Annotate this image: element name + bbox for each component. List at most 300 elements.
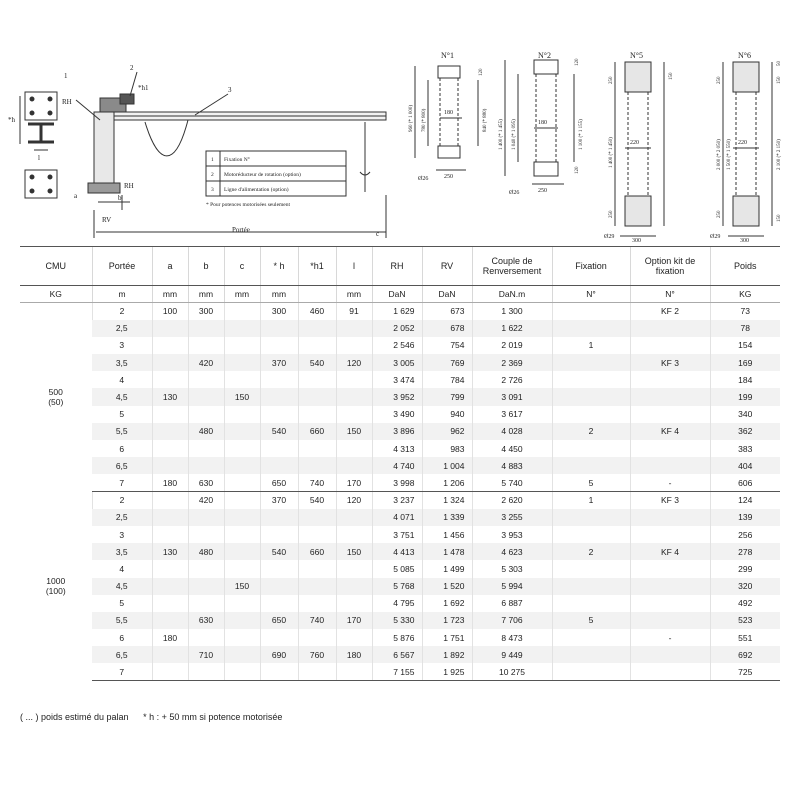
column-header: RV [422,247,472,286]
cell-b: 480 [188,543,224,560]
column-header: *h1 [298,247,336,286]
cell-poids: 199 [710,388,780,405]
cell-couple: 7 706 [472,612,552,629]
cell-kit [630,663,710,680]
cell-b [188,371,224,388]
cell-c [224,474,260,491]
cell-l [336,320,372,337]
cell-a [152,509,188,526]
cell-rv: 1 456 [422,526,472,543]
cell-c [224,406,260,423]
cell-l: 180 [336,646,372,663]
cell-kit [630,320,710,337]
cell-rh: 3 237 [372,492,422,509]
cell-h1: 460 [298,303,336,320]
cell-b: 710 [188,646,224,663]
cell-b: 420 [188,492,224,509]
cell-kit [630,578,710,595]
cell-poids: 404 [710,457,780,474]
cell-kit: - [630,629,710,646]
cmu-hoist-weight: (50) [48,397,64,408]
cell-couple: 3 953 [472,526,552,543]
unit-cell: KG [20,286,92,303]
cell-poids: 320 [710,578,780,595]
cell-rv: 1 499 [422,560,472,577]
cell-portee: 6 [119,632,125,643]
cell-kit: - [630,474,710,491]
plate-n6-dim-v3: 2 100 (* 2 150) [777,139,782,170]
cell-fix [552,578,630,595]
table-row [20,457,780,474]
cell-a: 130 [152,388,188,405]
column-header: c [224,247,260,286]
cell-rv: 1 206 [422,474,472,491]
cell-portee: 5 [119,409,125,420]
cell-poids: 78 [710,320,780,337]
footnote-right: * h : + 50 mm si potence motorisée [143,712,283,722]
unit-cell: N° [630,286,710,303]
cell-fix: 5 [552,612,630,629]
plate-n6-bolt: Ø29 [710,234,721,240]
cell-c [224,303,260,320]
column-base [88,183,120,193]
legend-num-3: 3 [211,187,214,193]
cell-kit [630,595,710,612]
plate-n2-dim-v1: 1 400 (* 1 455) [499,119,504,150]
cell-c [224,595,260,612]
header-row [20,247,780,286]
cell-c [224,612,260,629]
cell-kit [630,509,710,526]
cell-rh: 5 876 [372,629,422,646]
plate-n6-side-4: 250 [717,210,722,218]
plate-n6-side-2: 50 [777,61,782,66]
cell-a: 100 [152,303,188,320]
table-row [20,492,780,509]
cell-h [260,509,298,526]
cell-rv: 1 925 [422,663,472,680]
cell-portee: 6 [119,443,125,454]
spec-table [20,246,780,681]
cell-kit: KF 4 [630,543,710,560]
cmu-cell [20,492,92,681]
cell-portee: 3 [119,340,125,351]
plate-n6-dim-outer: 300 [740,238,749,244]
cell-rh: 5 085 [372,560,422,577]
cell-rv: 1 723 [422,612,472,629]
cell-portee: 3 [119,529,125,540]
plate-n6-dim-inner: 220 [738,140,747,146]
plate-n6-dim-v1: 2 000 (* 2 050) [717,139,722,170]
cell-l [336,406,372,423]
cell-poids: 725 [710,663,780,680]
cell-b [188,629,224,646]
plate-n2-title: N°2 [538,51,551,60]
cell-poids: 154 [710,337,780,354]
cell-a: 130 [152,543,188,560]
cell-kit [630,526,710,543]
cell-h: 650 [260,474,298,491]
cell-l [336,388,372,405]
cell-c [224,320,260,337]
cell-rh: 2 052 [372,320,422,337]
cell-h1: 740 [298,474,336,491]
cell-couple: 5 994 [472,578,552,595]
cell-b: 630 [188,612,224,629]
cell-couple: 4 028 [472,423,552,440]
cell-rh: 3 751 [372,526,422,543]
cell-poids: 299 [710,560,780,577]
cell-c: 150 [224,388,260,405]
unit-cell: mm [152,286,188,303]
cmu-group [20,303,780,492]
cell-b [188,406,224,423]
cell-rh: 2 546 [372,337,422,354]
legend-text-1: Fixation N° [224,157,250,163]
plate-n1-dim-v2: 780 (* 800) [422,108,427,132]
plate-n6-side-1: 250 [717,76,722,84]
cell-rv: 754 [422,337,472,354]
cell-a [152,612,188,629]
cell-fix [552,371,630,388]
cell-kit [630,560,710,577]
cell-l: 120 [336,354,372,371]
cell-h1 [298,406,336,423]
cell-l [336,526,372,543]
cell-fix [552,303,630,320]
cell-rv: 1 478 [422,543,472,560]
label-h1: *h1 [138,84,149,92]
cell-rh: 4 313 [372,440,422,457]
footnote-left: ( ... ) poids estimé du palan [20,712,129,722]
table-row [20,406,780,423]
cell-l [336,595,372,612]
cell-rh: 4 740 [372,457,422,474]
cell-h1 [298,509,336,526]
cell-b: 630 [188,474,224,491]
cell-l: 150 [336,423,372,440]
column-header: Portée [92,247,152,286]
cell-a [152,646,188,663]
legend-text-3: Ligne d'alimentation (option) [224,187,289,193]
cmu-group [20,492,780,681]
table-header [20,247,780,303]
cell-b [188,663,224,680]
cell-h: 300 [260,303,298,320]
cell-fix: 2 [552,543,630,560]
cell-fix [552,388,630,405]
cell-h [260,457,298,474]
cell-l [336,560,372,577]
cell-c [224,371,260,388]
cell-rh: 5 768 [372,578,422,595]
unit-cell: DaN [372,286,422,303]
cell-h1 [298,388,336,405]
column-header: a [152,247,188,286]
cell-rh: 6 567 [372,646,422,663]
callout-2: 2 [130,64,134,72]
plate-n2-dim-v3: 1 100 (* 1 155) [579,119,584,150]
plate-n5-side-1: 250 [609,76,614,84]
label-rv: RV [102,216,112,224]
plate-n5-side-2: 150 [669,72,674,80]
cell-portee: 5 [119,598,125,609]
cell-portee: 4 [119,374,125,385]
unit-cell: DaN.m [472,286,552,303]
cell-rv: 1 004 [422,457,472,474]
cell-b [188,337,224,354]
cell-a [152,371,188,388]
table-row [20,388,780,405]
cell-rv: 1 339 [422,509,472,526]
cell-h: 370 [260,354,298,371]
drawing-svg [0,0,800,245]
cell-a [152,595,188,612]
cell-l: 120 [336,492,372,509]
cell-a [152,320,188,337]
cell-h: 540 [260,543,298,560]
cell-kit: KF 3 [630,354,710,371]
cell-h1: 660 [298,423,336,440]
plate-n5-title: N°5 [630,51,643,60]
cell-kit [630,406,710,423]
cell-h1 [298,457,336,474]
label-portee: Portée [232,226,250,234]
cell-b: 300 [188,303,224,320]
cell-poids: 340 [710,406,780,423]
table-row [20,663,780,680]
table-row [20,509,780,526]
cell-fix [552,526,630,543]
cell-couple: 1 300 [472,303,552,320]
plate-n2-side-2: 120 [575,166,580,174]
cell-poids: 73 [710,303,780,320]
cell-poids: 124 [710,492,780,509]
cell-couple: 3 255 [472,509,552,526]
unit-cell: N° [552,286,630,303]
cell-c [224,646,260,663]
label-rh-bottom: RH [124,182,134,190]
column-header: b [188,247,224,286]
plate-n1-dim-v3: 840 (* 880) [483,108,488,132]
cell-b [188,320,224,337]
legend-num-1: 1 [211,157,214,163]
cell-poids: 692 [710,646,780,663]
cell-fix [552,646,630,663]
plate-n2-dim-inner: 180 [538,120,547,126]
plate-n6-side-5: 150 [777,214,782,222]
column-header: * h [260,247,298,286]
plate-section-top [25,92,57,120]
cell-fix: 5 [552,474,630,491]
callout-3: 3 [228,86,232,94]
cell-rv: 1 692 [422,595,472,612]
cell-c [224,526,260,543]
cell-b: 480 [188,423,224,440]
cell-l: 170 [336,612,372,629]
cell-h1: 760 [298,646,336,663]
cell-b [188,457,224,474]
cell-l [336,457,372,474]
column-header: Option kit de fixation [630,247,710,286]
cell-portee: 7 [92,474,152,491]
plate-n2-bolt: Ø26 [509,190,520,196]
cell-h1 [298,629,336,646]
cell-h: 690 [260,646,298,663]
cell-couple: 10 275 [472,663,552,680]
label-b: b [118,194,122,202]
plate-n1-title: N°1 [441,51,454,60]
plate-n5-dim-v1: 1 400 (* 1 450) [609,137,614,168]
cell-b [188,578,224,595]
cell-h: 540 [260,423,298,440]
cell-c [224,560,260,577]
cell-b: 420 [188,354,224,371]
plate-n5-dim-inner: 220 [630,140,639,146]
cell-c [224,337,260,354]
cell-l: 150 [336,543,372,560]
cell-h [260,337,298,354]
cell-portee: 5,5 [92,423,152,440]
unit-cell: mm [224,286,260,303]
table-row [20,474,780,491]
cell-h1 [298,560,336,577]
cell-fix [552,595,630,612]
cell-fix: 1 [552,492,630,509]
cell-portee: 4,5 [92,578,152,595]
cell-rv: 1 520 [422,578,472,595]
cell-rh: 3 474 [372,371,422,388]
cell-rv: 983 [422,440,472,457]
cell-fix [552,509,630,526]
cell-l [336,337,372,354]
plate-n1-side-1: 120 [479,68,484,76]
cell-a [152,560,188,577]
column-header: RH [372,247,422,286]
cell-c [224,440,260,457]
cell-portee: 2,5 [92,320,152,337]
cell-b [188,560,224,577]
plate-n2-side-1: 120 [575,58,580,66]
cell-h1 [298,337,336,354]
cell-couple: 5 740 [472,474,552,491]
label-a: a [74,192,78,200]
cell-a [152,440,188,457]
cell-poids: 606 [710,474,780,491]
cell-poids: 523 [710,612,780,629]
cell-c [224,457,260,474]
unit-cell: mm [260,286,298,303]
column-header: CMU [20,247,92,286]
cell-fix [552,320,630,337]
cell-h1: 540 [298,354,336,371]
cell-rv: 940 [422,406,472,423]
crane-column [94,112,114,192]
cell-poids: 184 [710,371,780,388]
table-row [20,320,780,337]
plate-n5-bolt: Ø29 [604,234,615,240]
cell-rv: 799 [422,388,472,405]
cell-rh: 3 490 [372,406,422,423]
cell-fix [552,457,630,474]
cell-rv: 1 892 [422,646,472,663]
cell-kit [630,440,710,457]
label-c: c [376,230,380,238]
cell-h [260,388,298,405]
cell-rh: 3 998 [372,474,422,491]
plate-n1-dim-inner: 180 [444,110,453,116]
cell-b [188,595,224,612]
cell-a [152,526,188,543]
cell-c [224,663,260,680]
table-row [20,440,780,457]
cell-h1 [298,371,336,388]
cell-rh: 3 952 [372,388,422,405]
table-row [20,371,780,388]
cell-c: 150 [224,578,260,595]
plate-n1-bolt: Ø26 [418,176,429,182]
cell-h [260,578,298,595]
cell-rh: 3 896 [372,423,422,440]
table-row [20,354,780,371]
cell-h1 [298,526,336,543]
cell-h [260,526,298,543]
legend-num-2: 2 [211,172,214,178]
cell-couple: 2 019 [472,337,552,354]
unit-cell [298,286,336,303]
cell-portee: 4 [119,563,125,574]
cell-a [152,354,188,371]
cell-fix [552,440,630,457]
cmu-value: 1000 [46,576,66,587]
cell-rv: 1 751 [422,629,472,646]
i-beam-section [28,124,54,142]
cell-h [260,560,298,577]
unit-cell: DaN [422,286,472,303]
cell-poids: 256 [710,526,780,543]
cell-c [224,629,260,646]
plate-n5 [615,62,664,236]
cell-h: 650 [260,612,298,629]
cell-h1 [298,440,336,457]
cell-couple: 2 726 [472,371,552,388]
footnote [20,712,282,722]
cell-h [260,663,298,680]
cell-couple: 3 617 [472,406,552,423]
cell-couple: 8 473 [472,629,552,646]
unit-cell: mm [336,286,372,303]
cell-couple: 2 620 [472,492,552,509]
cell-fix [552,629,630,646]
plate-n5-side-3: 250 [609,210,614,218]
cell-portee: 6,5 [92,646,152,663]
cell-rh: 1 629 [372,303,422,320]
plate-n6-title: N°6 [738,51,751,60]
cell-fix [552,354,630,371]
cell-portee: 3,5 [92,354,152,371]
cell-fix [552,560,630,577]
cell-l [336,371,372,388]
table-row [20,560,780,577]
table-row [20,612,780,629]
cell-h [260,629,298,646]
units-row [20,286,780,303]
cell-a [152,337,188,354]
callout-1: 1 [64,72,68,80]
cell-rv: 673 [422,303,472,320]
unit-cell: m [92,286,152,303]
label-h: *h [8,116,15,124]
